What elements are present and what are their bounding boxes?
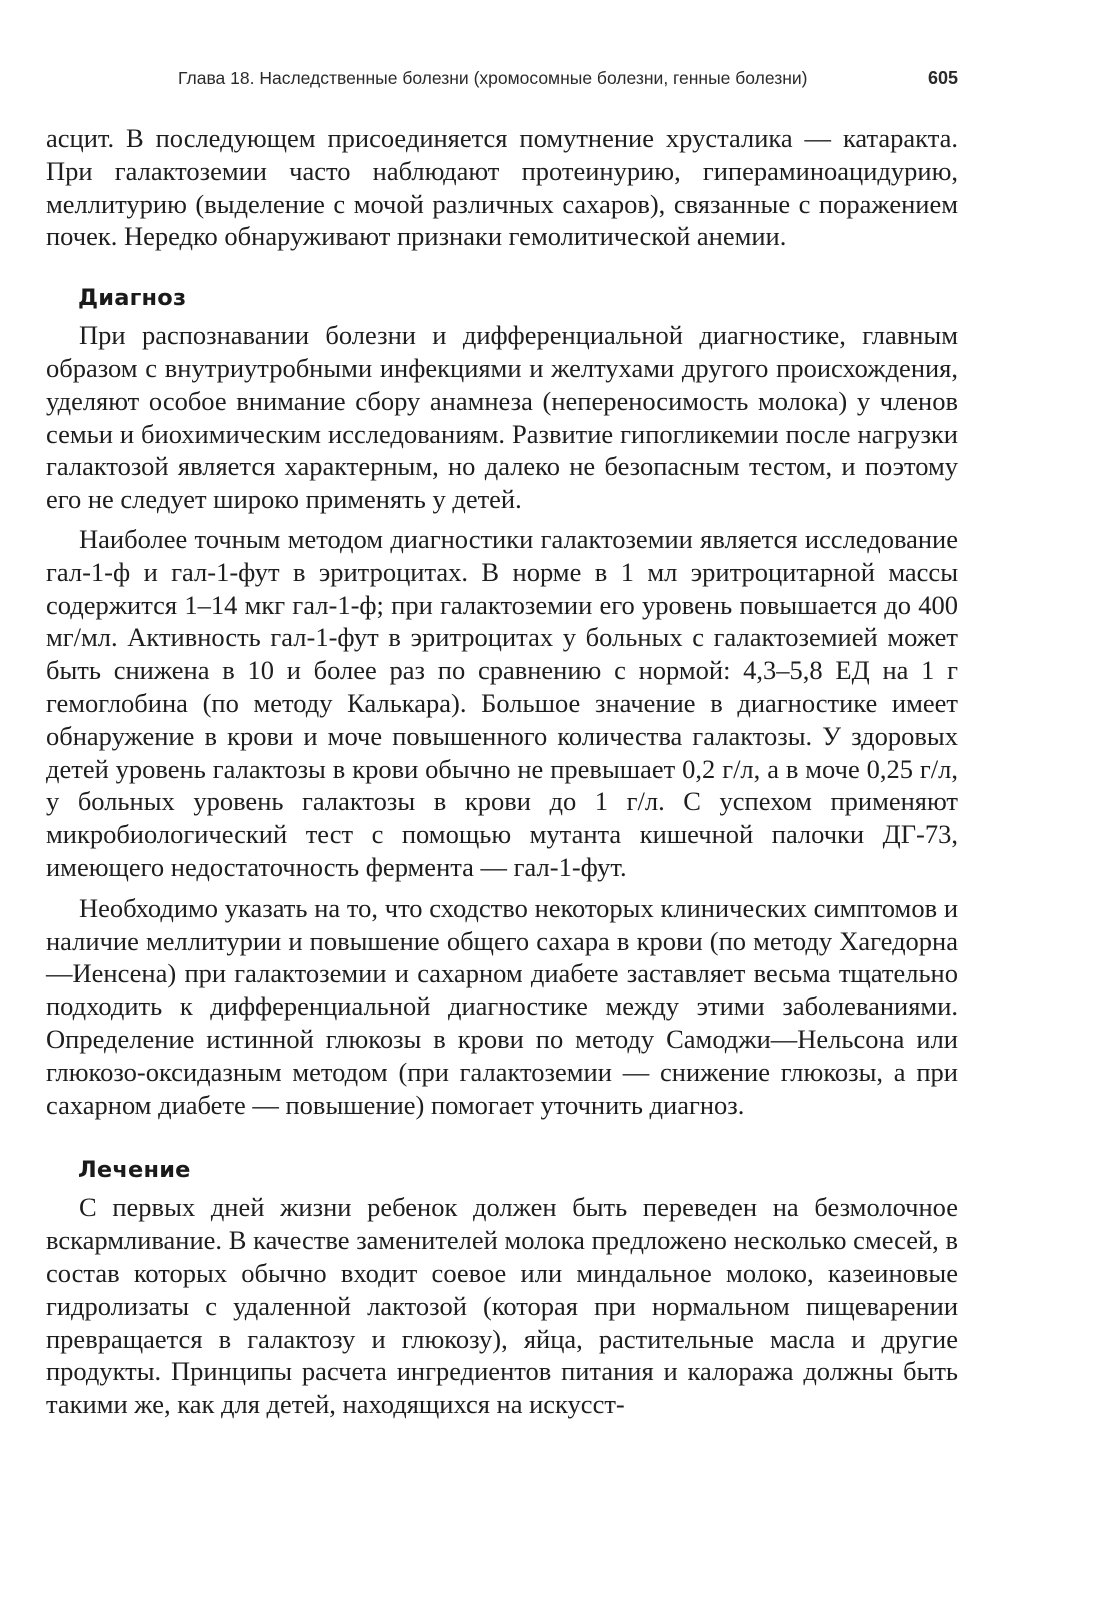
treatment-heading: Лечение [78, 1157, 191, 1184]
treatment-paragraph: С первых дней жизни ребенок должен быть переведен на безмолочное вскармливание. В качестве заменителей молока предложено несколько смесей, в состав которых обычно входит соевое или миндальное молоко, казеиновые гидролизаты с удаленной лактозой (которая при нормальном пищеварении превращается в галактозу и глюкозу), яйца, растительные масла и другие продукты. Принципы расчета ингредиентов питания и калоража должны быть такими же, как для детей, находящихся на искусст- [46, 1192, 958, 1420]
diagnosis-paragraph-2: Наиболее точным методом диагностики галактоземии является исследование гал-1-ф и гал-1-фут в эритроцитах. В норме в 1 мл эритроцитарной массы содержится 1–14 мкг гал-1-ф; при галактоземии его уровень повышается до 400 мг/мл. Активность гал-1-фут в эритроцитах у больных с галактоземией может быть снижена в 10 и более раз по сравнению с нормой: 4,3–5,8 ЕД на 1 г гемоглобина (по методу Калькара). Большое значение в диагностике имеет обнаружение в крови и моче повышенного количества галактозы. У здоровых детей уровень галактозы в крови обычно не превышает 0,2 г/л, а в моче 0,25 г/л, у больных уровень галактозы в крови до 1 г/л. С успехом применяют микробиологический тест с помощью мутанта кишечной палочки ДГ-73, имеющего недостаточность фермента — гал-1-фут. [46, 523, 958, 882]
diagnosis-heading: Диагноз [78, 285, 187, 312]
diagnosis-paragraph-3: Необходимо указать на то, что сходство некоторых клинических симптомов и наличие меллитурии и повышение общего сахара в крови (по методу Хагедорна—Иенсена) при галактоземии и сахарном диабете заставляет весьма тщательно подходить к дифференциальной диагностике между этими заболеваниями. Определение истинной глюкозы в крови по методу Самоджи—Нельсона или глюкозо-оксидазным методом (при галактоземии — снижение глюкозы, а при сахарном диабете — повышение) помогает уточнить диагноз. [46, 892, 958, 1120]
page-number: 605 [927, 68, 958, 88]
running-header [178, 68, 958, 98]
diagnosis-paragraph-1: При распознавании болезни и дифференциальной диагностике, главным образом с внутриутробными инфекциями и желтухами другого происхождения, уделяют особое внимание сбору анамнеза (непереносимость молока) у членов семьи и биохимическим исследованиям. Развитие гипогликемии после нагрузки галактозой является характерным, но далеко не безопасным тестом, и поэтому его не следует широко применять у детей. [46, 320, 958, 515]
running-title: Глава 18. Наследственные болезни (хромосомные болезни, генные болезни) [178, 68, 808, 88]
page-body [46, 122, 958, 1421]
intro-paragraph: асцит. В последующем присоединяется помутнение хрусталика — катаракта. При галактоземии часто наблюдают протеинурию, гипераминоацидурию, меллитурию (выделение с мочой различных сахаров), связанные с поражением почек. Нередко обнаруживают признаки гемолитической анемии. [46, 123, 958, 252]
